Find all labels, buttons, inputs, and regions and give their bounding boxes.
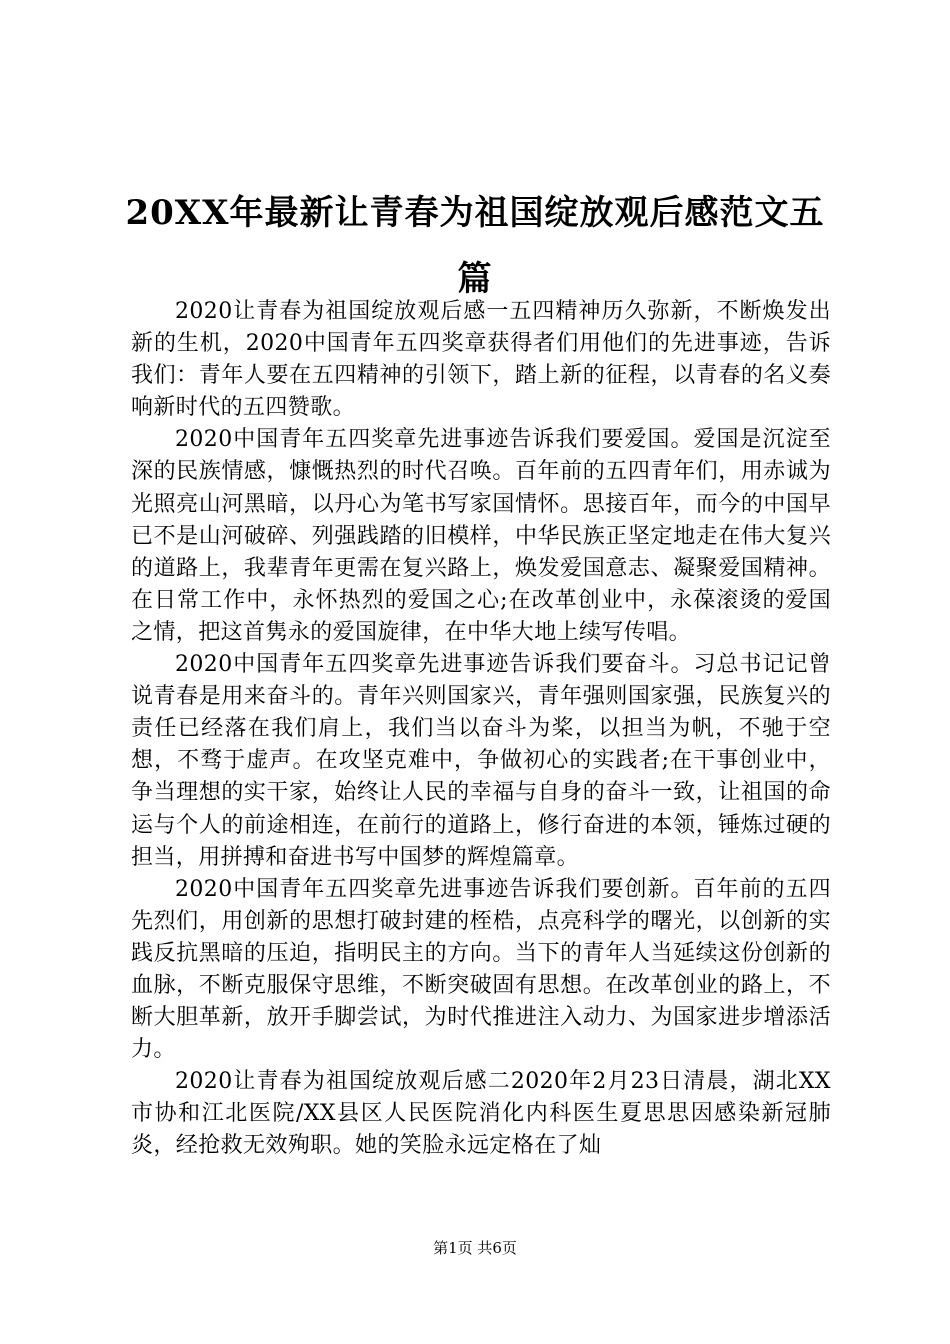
page-footer: 第1页 共6页 (433, 1239, 517, 1257)
paragraph: 2020中国青年五四奖章先进事迹告诉我们要创新。百年前的五四先烈们，用创新的思想打破封建的桎梏，点亮科学的曙光，以创新的实践反抗黑暗的压迫，指明民主的方向。当下的青年人当延续这份创新的血脉，不断克服保守思维，不断突破固有思想。在改革创业的路上，不断大胆革新，放开手脚尝试，为时代推进注入动力、为国家进步增添活力。 (131, 876, 831, 1063)
title-line-1: 20XX年最新让青春为祖国绽放观后感范文五 (125, 193, 825, 233)
paragraph: 2020让青春为祖国绽放观后感二2020年2月23日清晨，湖北XX市协和江北医院/XX县区人民医院消化内科医生夏思思因感染新冠肺炎，经抢救无效殉职。她的笑脸永远定格在了灿 (131, 1069, 831, 1159)
paragraph: 2020让青春为祖国绽放观后感一五四精神历久弥新，不断焕发出新的生机，2020中国青年五四奖章获得者们用他们的先进事迹，告诉我们：青年人要在五四精神的引领下，踏上新的征程，以青春的名义奏响新时代的五四赞歌。 (131, 299, 831, 421)
paragraph: 2020中国青年五四奖章先进事迹告诉我们要爱国。爱国是沉淀至深的民族情感，慷慨热烈的时代召唤。百年前的五四青年们，用赤诚为光照亮山河黑暗，以丹心为笔书写家国情怀。思接百年，而今的中国早已不是山河破碎、列强践踏的旧模样，中华民族正坚定地走在伟大复兴的道路上，我辈青年更需在复兴路上，焕发爱国意志、凝聚爱国精神。在日常工作中，永怀热烈的爱国之心;在改革创业中，永葆滚烫的爱国之情，把这首隽永的爱国旋律，在中华大地上续写传唱。 (131, 427, 831, 645)
document-body (131, 296, 831, 1163)
title-line-2: 篇 (457, 259, 493, 299)
paragraph: 2020中国青年五四奖章先进事迹告诉我们要奋斗。习总书记记曾说青春是用来奋斗的。青年兴则国家兴，青年强则国家强，民族复兴的责任已经落在我们肩上，我们当以奋斗为桨，以担当为帆，不驰于空想，不骛于虚声。在攻坚克难中，争做初心的实践者;在干事创业中，争当理想的实干家，始终让人民的幸福与自身的奋斗一致，让祖国的命运与个人的前途相连，在前行的道路上，修行奋进的本领，锤炼过硬的担当，用拼搏和奋进书写中国梦的辉煌篇章。 (131, 652, 831, 870)
document-title (120, 180, 830, 312)
